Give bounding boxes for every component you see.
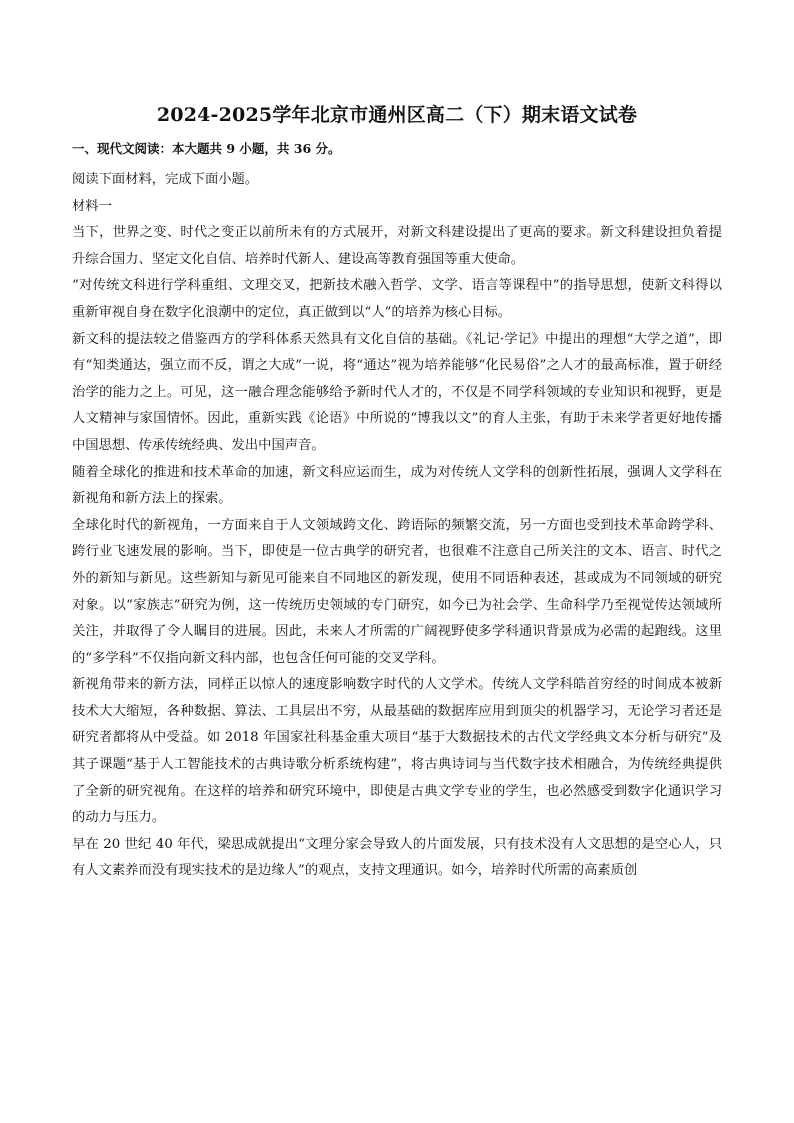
paragraph: 随着全球化的推进和技术革命的加速，新文科应运而生，成为对传统人文学科的创新性拓展，强调人文学科在新视角和新方法上的探索。 [72, 464, 722, 507]
reading-instruction: 阅读下面材料，完成下面小题。 [72, 172, 259, 187]
paragraph: 新文科的提法较之借鉴西方的学科体系天然具有文化自信的基础。《礼记·学记》中提出的理想“大学之道”，即有“知类通达，强立而不反，谓之大成”一说，将“通达”视为培养能够“化民易俗”之人才的最高标准，置于研经治学的能力之上。可见，这一融合理念能够给予新时代人才的，不仅是不同学科领域的专业知识和视野，更是人文精神与家国情怀。因此，重新实践《论语》中所说的“博我以文”的育人主张，有助于未来学者更好地传播中国思想、传承传统经典、发出中国声音。 [72, 331, 722, 453]
material-label: 材料一 [72, 198, 112, 214]
paragraph: 全球化时代的新视角，一方面来自于人文领域跨文化、跨语际的频繁交流，另一方面也受到技术革命跨学科、跨行业飞速发展的影响。当下，即使是一位古典学的研究者，也很难不注意自己所关注的文本、语言、时代之外的新知与新见。这些新知与新见可能来自不同地区的新发现，使用不同语种表述，甚或成为不同领域的研究对象。以“家族志”研究为例，这一传统历史领域的专门研究，如今已为社会学、生命科学乃至视觉传达领域所关注，并取得了令人瞩目的进展。因此，未来人才所需的广阔视野使多学科通识背景成为必需的起跑线。这里的“多学科”不仅指向新文科内部，也包含任何可能的交叉学科。 [72, 517, 722, 666]
paragraph: 早在 20 世纪 40 年代，梁思成就提出“文理分家会导致人的片面发展，只有技术没有人文思想的是空心人，只有人文素养而没有现实技术的是边缘人”的观点，支持文理通识。如今，培养时代所需的高素质创 [72, 836, 722, 879]
paragraph: 当下，世界之变、时代之变正以前所未有的方式展开，对新文科建设提出了更高的要求。新文科建设担负着提升综合国力、坚定文化自信、培养时代新人、建设高等教育强国等重大使命。 [72, 225, 722, 267]
section-heading: 一、现代文阅读：本大题共 9 小题，共 36 分。 [72, 141, 341, 156]
paragraph: “对传统文科进行学科重组、文理交叉，把新技术融入哲学、文学、语言等课程中”的指导思想，使新文科得以重新审视自身在数字化浪潮中的定位，真正做到以“人”的培养为核心目标。 [72, 278, 722, 320]
exam-title: 2024-2025学年北京市通州区高二（下）期末语文试卷 [156, 104, 638, 126]
paragraph: 新视角带来的新方法，同样正以惊人的速度影响数字时代的人文学术。传统人文学科皓首穷经的时间成本被新技术大大缩短，各种数据、算法、工具层出不穷，从最基础的数据库应用到顶尖的机器学习，无论学习者还是研究者都将从中受益。如 2018 年国家社科基金重大项目“基于大数据技术的古代文学经典文本分析与研究”及其子课题“基于人工智能技术的古典诗歌分析系统构建”，将古典诗词与当代数字技术相融合，为传统经典提供了全新的研究视角。在这样的培养和研究环境中，即使是古典文学专业的学生，也必然感受到数字化通识学习的动力与压力。 [72, 677, 722, 826]
exam-page [72, 100, 722, 885]
